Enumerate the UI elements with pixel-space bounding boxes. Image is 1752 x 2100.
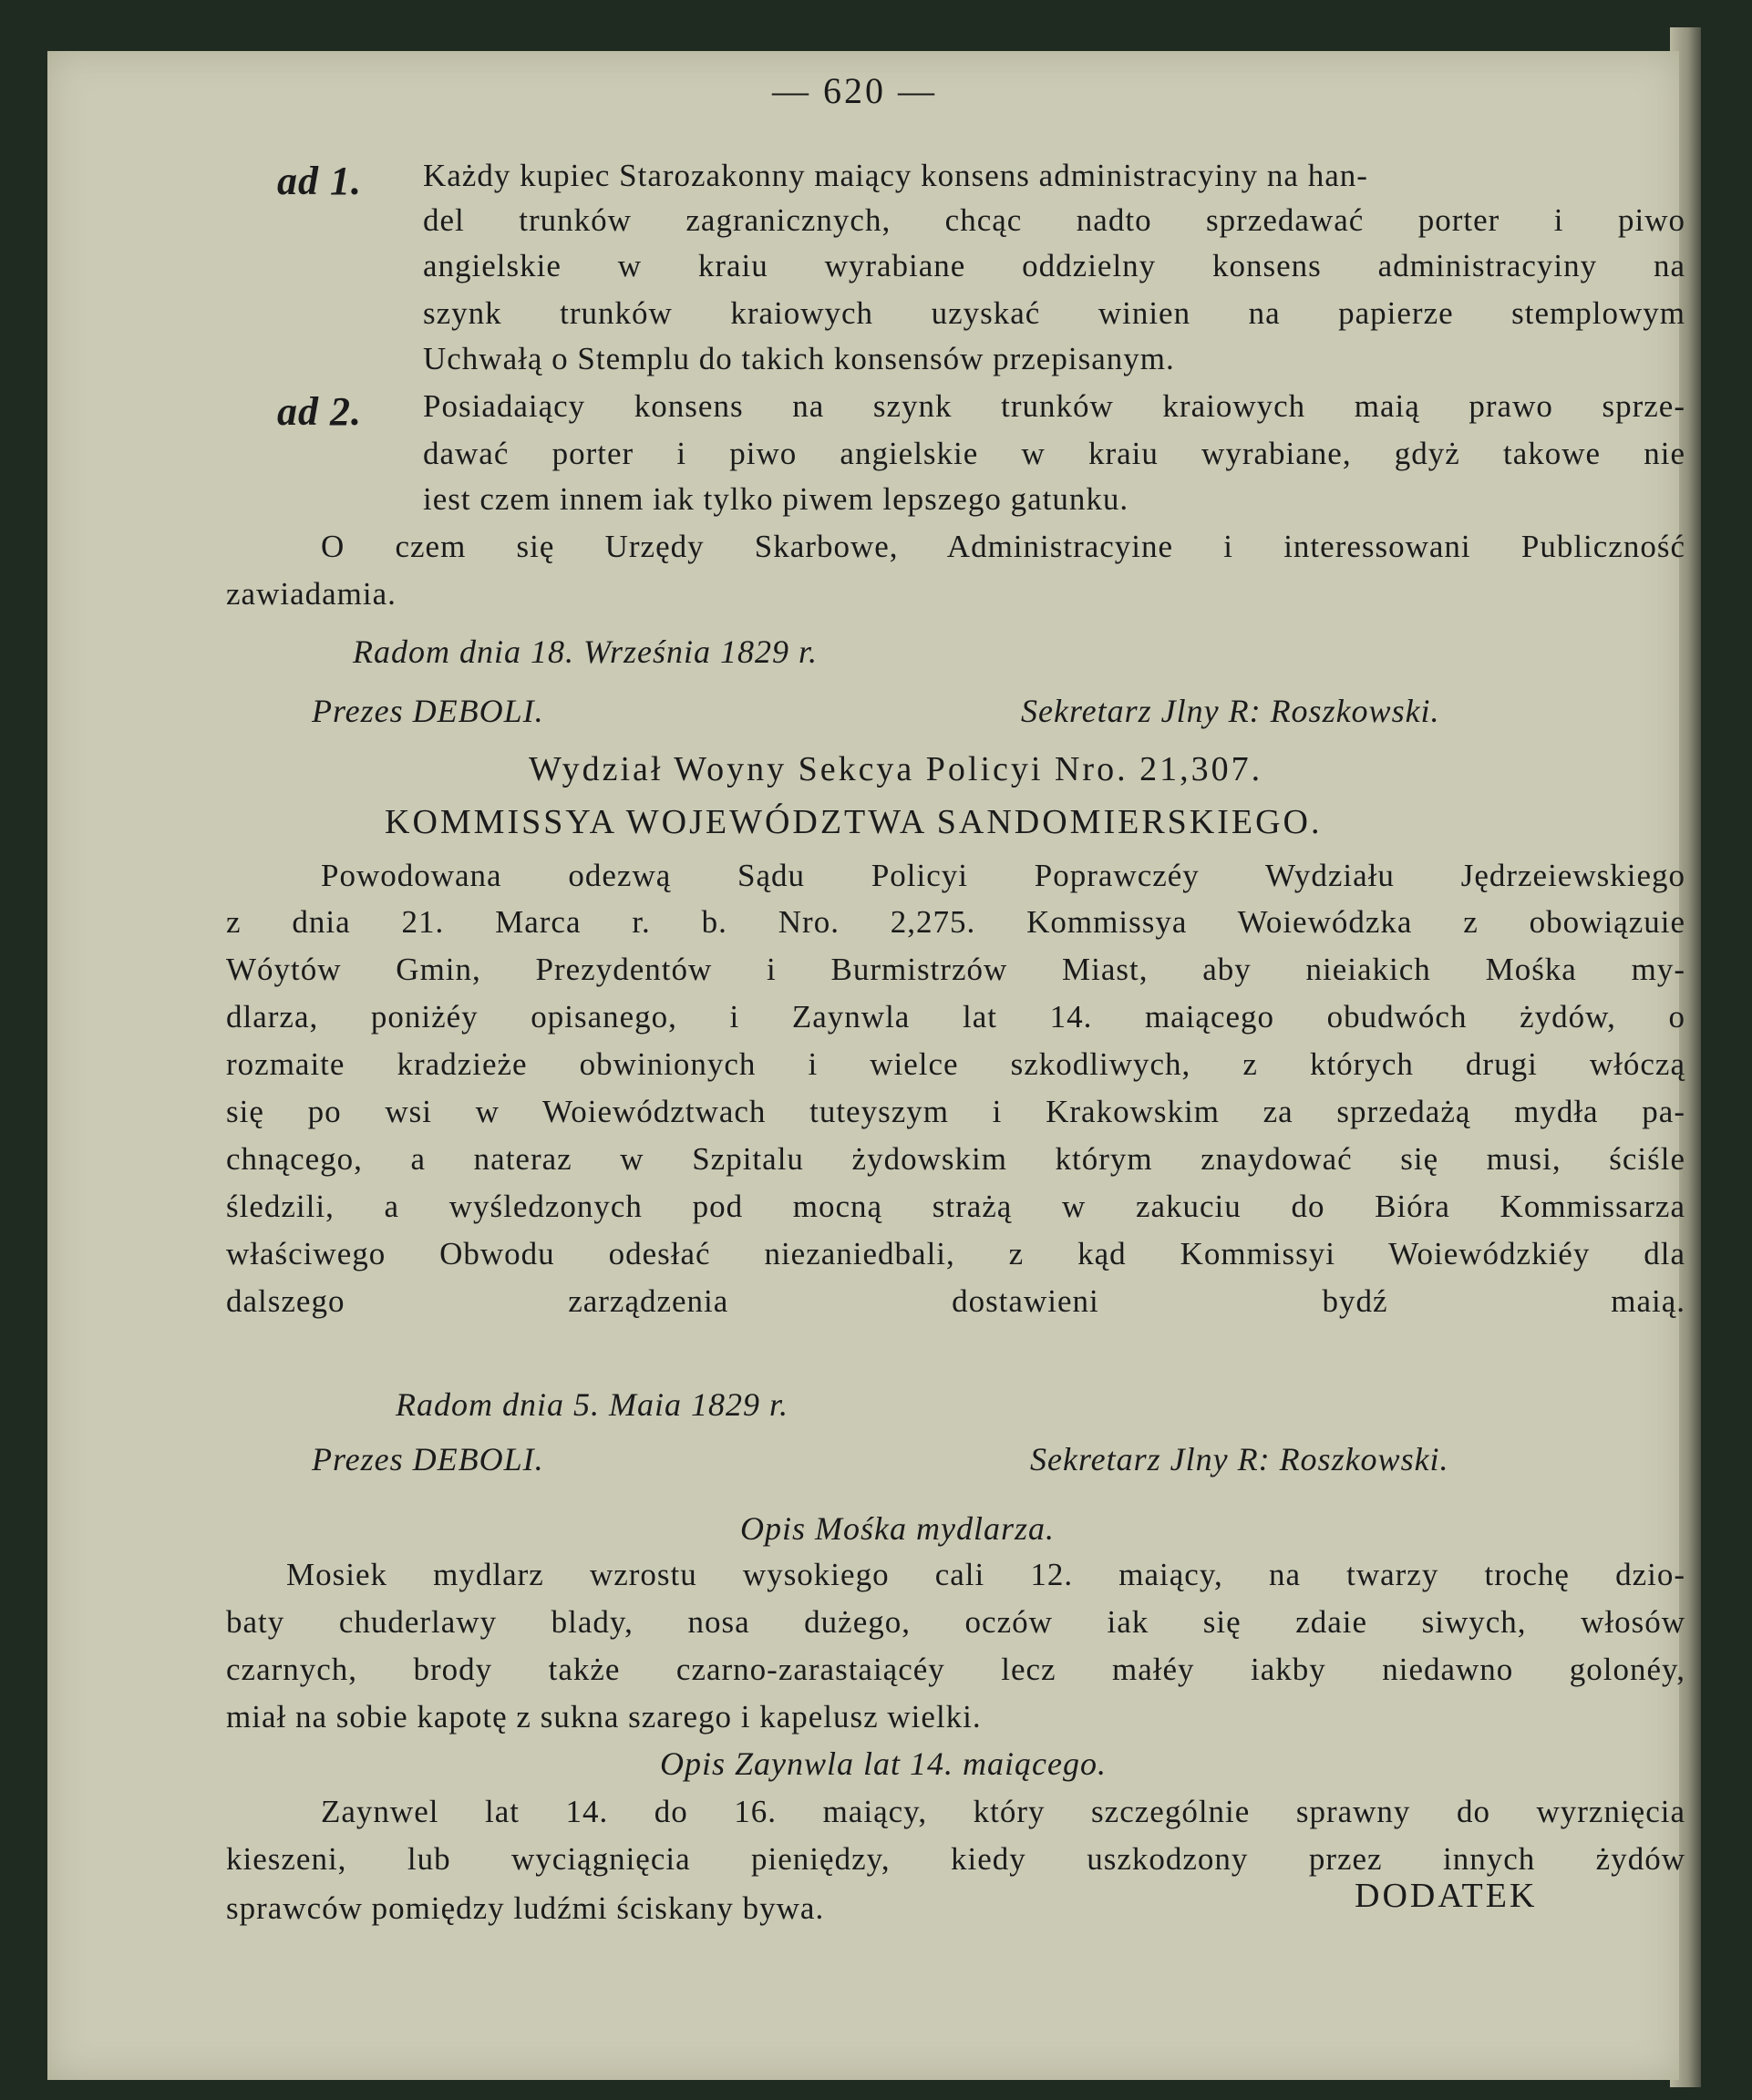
date-line-1: Radom dnia 18. Września 1829 r. <box>353 633 819 670</box>
ad-2-label: ad 2. <box>277 389 362 434</box>
ad-1-label: ad 1. <box>277 159 362 203</box>
description-2-line-3: sprawców pomiędzy ludźmi ściskany bywa. <box>226 1890 825 1926</box>
paragraph-line-3: Wóytów Gmin, Prezydentów i Burmistrzów Miast, aby nieiakich Mośka my- <box>226 952 1685 987</box>
notice-line-2: zawiadamia. <box>226 576 397 612</box>
description-1-line-1: Mosiek mydlarz wzrostu wysokiego cali 12. maiący, na twarzy trochę dzio- <box>286 1557 1685 1592</box>
description-title-1: Opis Mośka mydlarza. <box>740 1510 1055 1547</box>
ad-1-line-5: Uchwałą o Stemplu do takich konsensów przepisanym. <box>423 341 1175 376</box>
president-signature-1: Prezes DEBOLI. <box>312 693 544 729</box>
ad-1-line-4: szynk trunków kraiowych uzyskać winien na papierze stemplowym <box>423 295 1685 331</box>
commission-heading: KOMMISSYA WOJEWÓDZTWA SANDOMIERSKIEGO. <box>385 803 1323 841</box>
description-1-line-4: miał na sobie kapotę z sukna szarego i kapelusz wielki. <box>226 1699 982 1735</box>
document-page <box>47 51 1685 2080</box>
ad-1-line-1: Każdy kupiec Starozakonny maiący konsens administracyiny na han- <box>423 158 1368 193</box>
secretary-signature-1: Sekretarz Jlny R: Roszkowski. <box>1021 693 1440 729</box>
description-2-line-2: kieszeni, lub wyciągnięcia pieniędzy, kiedy uszkodzony przez innych żydów <box>226 1841 1685 1877</box>
president-signature-2: Prezes DEBOLI. <box>312 1441 544 1477</box>
date-line-2: Radom dnia 5. Maia 1829 r. <box>396 1386 788 1423</box>
department-heading: Wydział Woyny Sekcya Policyi Nro. 21,307. <box>529 750 1263 788</box>
paragraph-line-2: z dnia 21. Marca r. b. Nro. 2,275. Kommissya Woiewódzka z obowiązuie <box>226 904 1685 940</box>
ad-1-line-3: angielskie w kraiu wyrabiane oddzielny konsens administracyiny na <box>423 248 1685 283</box>
paragraph-line-4: dlarza, poniżéy opisanego, i Zaynwla lat 14. maiącego obudwóch żydów, o <box>226 999 1685 1035</box>
paragraph-line-8: śledzili, a wyśledzonych pod mocną strażą w zakuciu do Bióra Kommissarza <box>226 1189 1685 1224</box>
secretary-signature-2: Sekretarz Jlny R: Roszkowski. <box>1030 1441 1449 1477</box>
ad-2-line-1: Posiadaiący konsens na szynk trunków kraiowych maią prawo sprze- <box>423 388 1685 424</box>
description-title-2: Opis Zaynwla lat 14. maiącego. <box>660 1745 1107 1782</box>
paragraph-line-1: Powodowana odezwą Sądu Policyi Poprawczéy Wydziału Jędrzeiewskiego <box>321 858 1685 893</box>
page-number: — 620 — <box>772 70 937 111</box>
notice-line-1: O czem się Urzędy Skarbowe, Administracyine i interessowani Publiczność <box>321 529 1685 564</box>
ad-1-line-2: del trunków zagranicznych, chcąc nadto sprzedawać porter i piwo <box>423 202 1685 238</box>
ad-2-line-3: iest czem innem iak tylko piwem lepszego gatunku. <box>423 481 1129 517</box>
description-1-line-2: baty chuderlawy blady, nosa dużego, oczów iak się zdaie siwych, włosów <box>226 1604 1685 1640</box>
paragraph-line-7: chnącego, a nateraz w Szpitalu żydowskim którym znaydować się musi, ściśle <box>226 1141 1685 1177</box>
ad-2-line-2: dawać porter i piwo angielskie w kraiu wyrabiane, gdyż takowe nie <box>423 436 1685 471</box>
catchword: DODATEK <box>1355 1877 1538 1915</box>
description-1-line-3: czarnych, brody także czarno-zarastaiącéy lecz małéy iakby niedawno golonéy, <box>226 1652 1685 1687</box>
description-2-line-1: Zaynwel lat 14. do 16. maiący, który szczególnie sprawny do wyrznięcia <box>321 1794 1685 1829</box>
paragraph-line-9: właściwego Obwodu odesłać niezaniedbali, z kąd Kommissyi Woiewódzkiéy dla <box>226 1236 1685 1271</box>
paragraph-line-6: się po wsi w Woiewództwach tuteyszym i Krakowskim za sprzedażą mydła pa- <box>226 1094 1685 1129</box>
page-content <box>47 51 1685 2080</box>
paragraph-line-5: rozmaite kradzieże obwinionych i wielce szkodliwych, z których drugi włóczą <box>226 1046 1685 1082</box>
paragraph-line-10: dalszego zarządzenia dostawieni bydź maią. <box>226 1283 1685 1319</box>
